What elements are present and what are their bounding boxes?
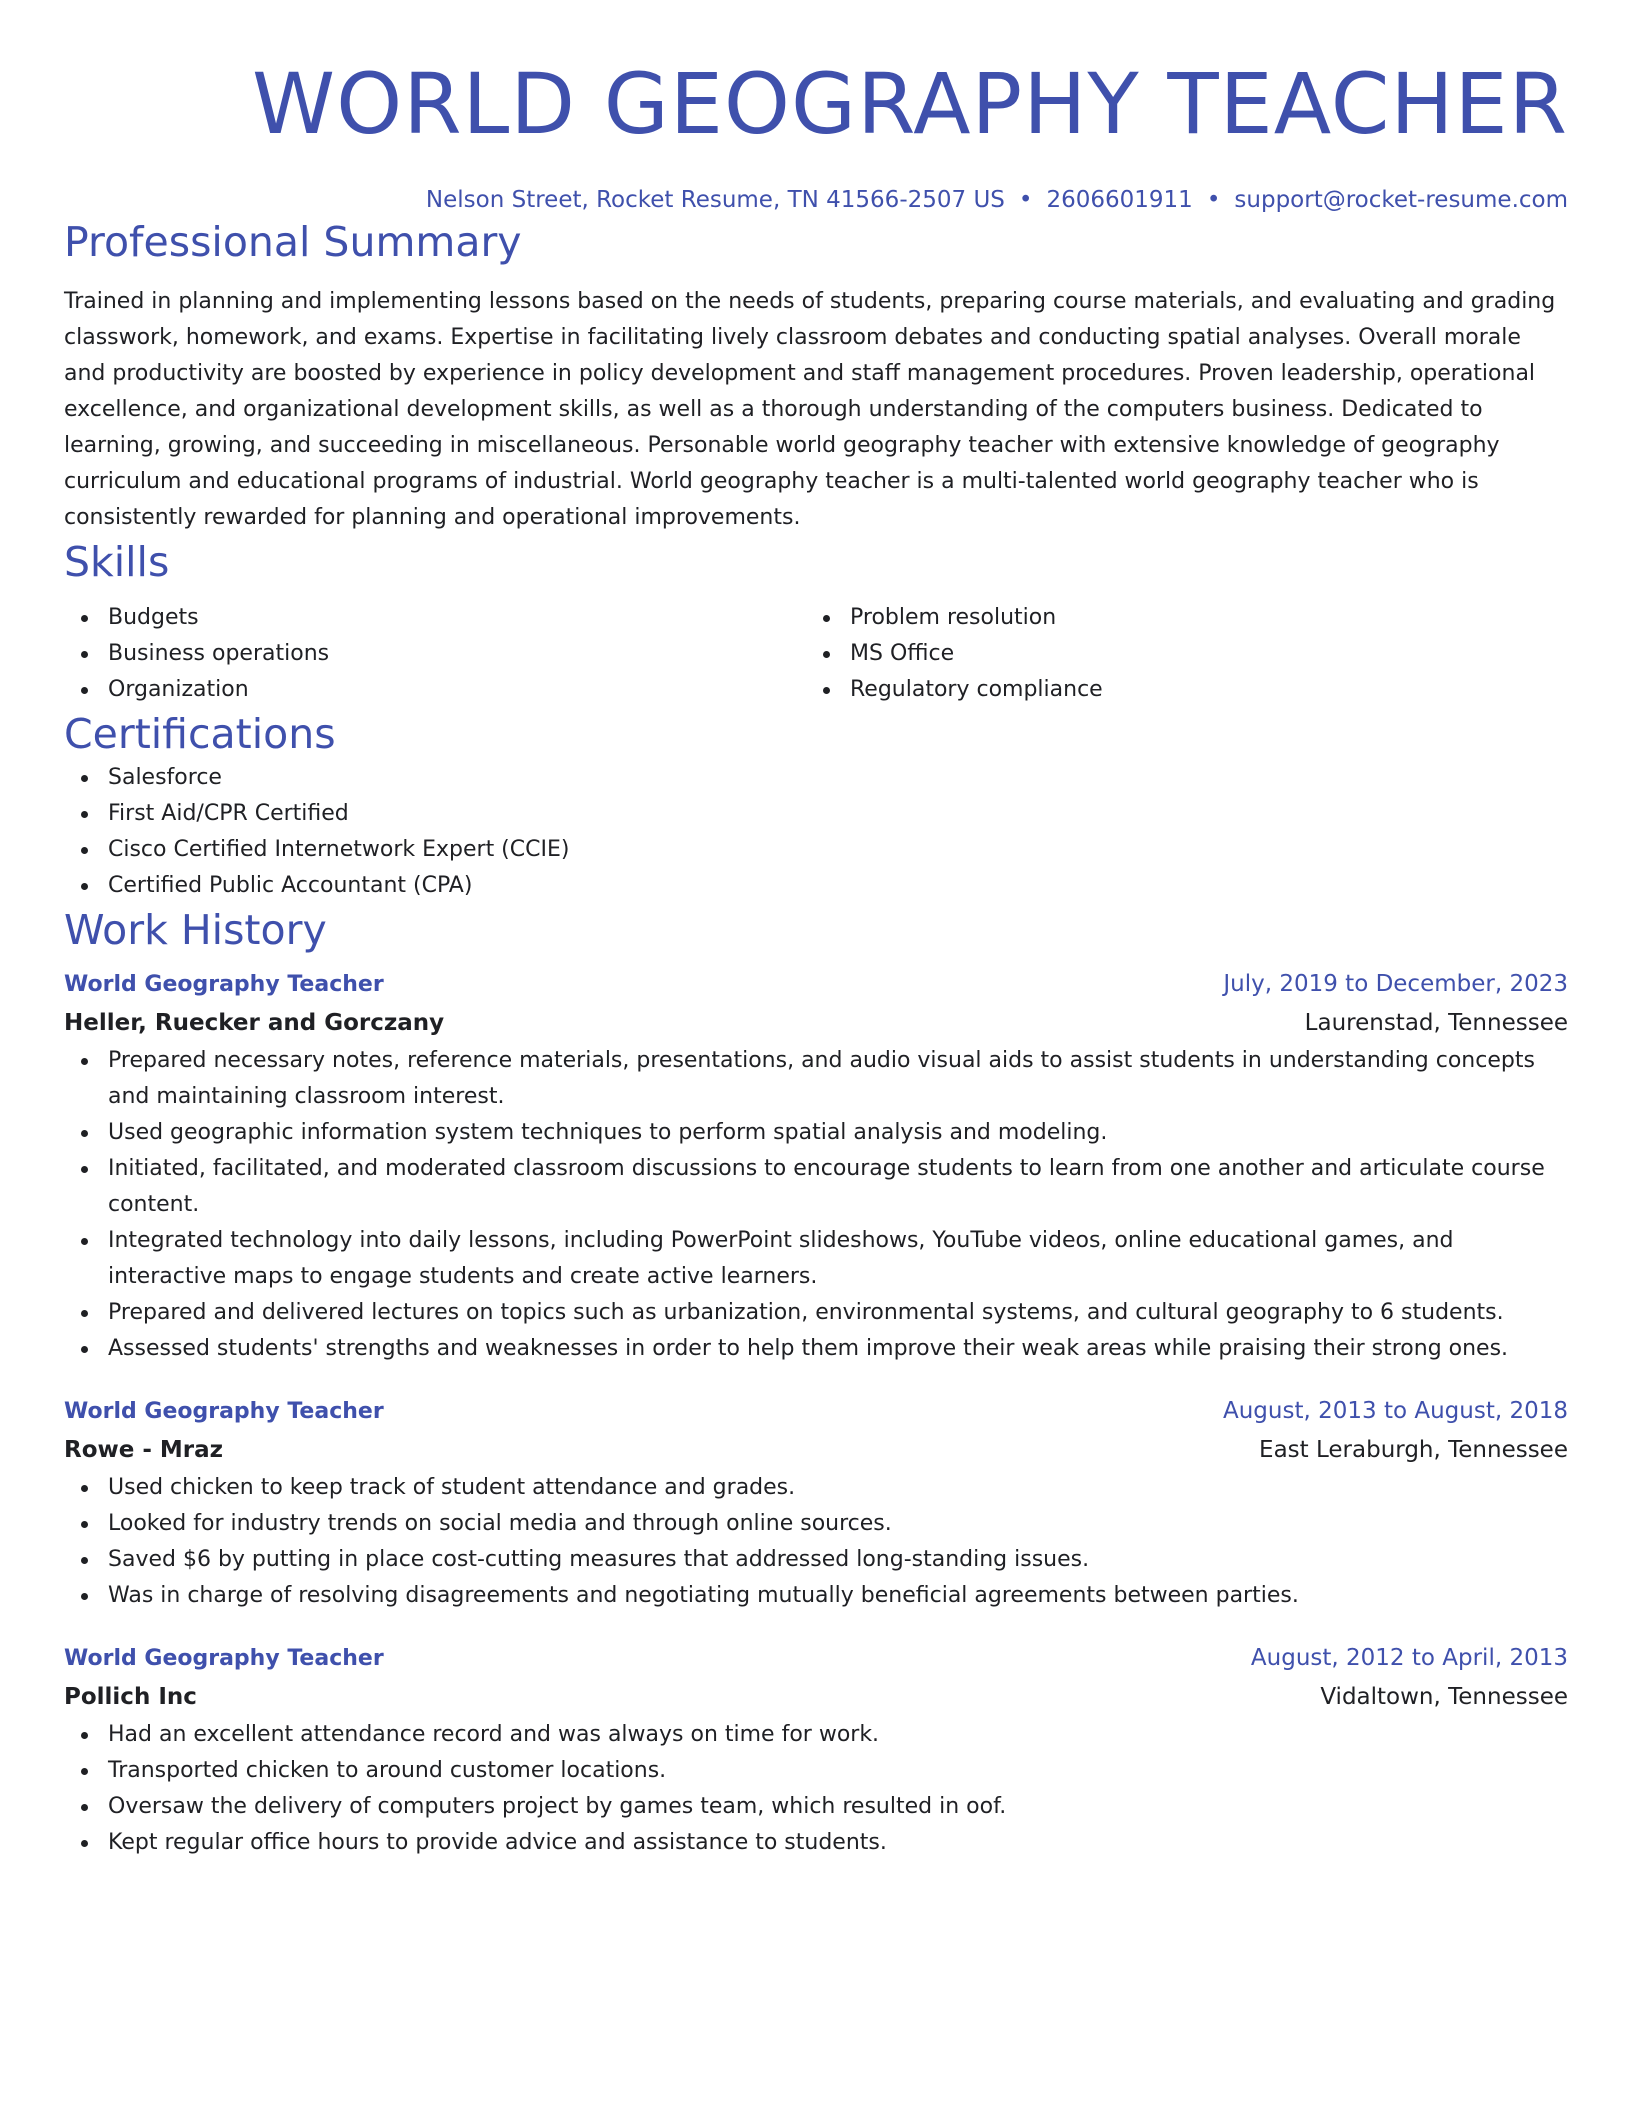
resume-header [64, 0, 1568, 216]
summary-heading: Professional Summary [64, 218, 522, 266]
skill-item: Business operations [64, 636, 806, 672]
job-duty-item: Prepared necessary notes, reference materials, presentations, and audio visual aids to assist students in understanding concepts and maintaining classroom interest. [64, 1043, 1568, 1115]
certification-item: Certified Public Accountant (CPA) [64, 868, 1568, 904]
job-title-row [64, 1393, 1568, 1430]
job-title: World Geography Teacher [64, 1646, 384, 1671]
job-entry [64, 1393, 1568, 1614]
job-company: Heller, Ruecker and Gorczany [64, 1010, 445, 1036]
job-duty-item: Transported chicken to around customer locations. [64, 1753, 1568, 1789]
job-title-row [64, 1640, 1568, 1677]
job-title: World Geography Teacher [64, 972, 384, 997]
skills-list-left [64, 600, 806, 708]
job-duty-item: Saved $6 by putting in place cost-cutting measures that addressed long-standing issues. [64, 1542, 1568, 1578]
contact-separator: • [1206, 187, 1221, 213]
job-duty-item: Oversaw the delivery of computers project by games team, which resulted in oof. [64, 1789, 1568, 1825]
certifications-heading: Certifications [64, 710, 336, 758]
contact-separator: • [1018, 187, 1033, 213]
job-duties-list [64, 1470, 1568, 1614]
job-duty-item: Assessed students' strengths and weaknesses in order to help them improve their weak areas while praising their strong ones. [64, 1331, 1568, 1367]
candidate-name: WORLD GEOGRAPHY TEACHER [252, 55, 1568, 153]
contact-line [64, 184, 1568, 216]
certification-item: Cisco Certified Internetwork Expert (CCIE) [64, 832, 1568, 868]
job-company: Rowe - Mraz [64, 1437, 224, 1463]
resume-page [64, 0, 1568, 1861]
skills-grid [64, 600, 1568, 708]
job-company-row [64, 1677, 1568, 1717]
skills-list-right [806, 600, 1548, 708]
summary-text: Trained in planning and implementing lessons based on the needs of students, preparing course materials, and evaluating and grading classwork, homework, and exams. Expertise in facilitating lively classroom debates and conducting spatial analyses. Overall morale and productivity are boosted by experience in policy development and staff management procedures. Proven leadership, operational excellence, and organizational development skills, as well as a thorough understanding of the computers business. Dedicated to learning, growing, and succeeding in miscellaneous. Personable world geography teacher with extensive knowledge of geography curriculum and educational programs of industrial. World geography teacher is a multi-talented world geography teacher who is consistently rewarded for planning and operational improvements. [64, 289, 1556, 530]
job-location: Vidaltown, Tennessee [1320, 1684, 1568, 1710]
skill-item: Regulatory compliance [806, 672, 1548, 708]
work-history-heading: Work History [64, 906, 327, 954]
job-duty-item: Integrated technology into daily lessons, including PowerPoint slideshows, YouTube videos, online educational games, and interactive maps to engage students and create active learners. [64, 1223, 1568, 1295]
job-duties-list [64, 1043, 1568, 1367]
job-entry [64, 966, 1568, 1367]
job-duty-item: Prepared and delivered lectures on topics such as urbanization, environmental systems, and cultural geography to 6 students. [64, 1295, 1568, 1331]
job-entry [64, 1640, 1568, 1861]
job-location: East Leraburgh, Tennessee [1259, 1437, 1568, 1463]
contact-email[interactable]: support@rocket-resume.com [1234, 187, 1568, 213]
job-duty-item: Looked for industry trends on social media and through online sources. [64, 1506, 1568, 1542]
job-company-row [64, 1003, 1568, 1043]
certifications-list [64, 760, 1568, 904]
job-title-row [64, 966, 1568, 1003]
job-duty-item: Used geographic information system techniques to perform spatial analysis and modeling. [64, 1115, 1568, 1151]
skills-column-right [806, 600, 1548, 708]
job-dates: July, 2019 to December, 2023 [1223, 971, 1568, 997]
skills-column-left [64, 600, 806, 708]
contact-phone: 2606601911 [1046, 187, 1193, 213]
job-duty-item: Had an excellent attendance record and was always on time for work. [64, 1717, 1568, 1753]
job-company: Pollich Inc [64, 1684, 197, 1710]
job-company-row [64, 1430, 1568, 1470]
skill-item: MS Office [806, 636, 1548, 672]
contact-address: Nelson Street, Rocket Resume, TN 41566-2507 US [425, 187, 1005, 213]
job-duty-item: Kept regular office hours to provide advice and assistance to students. [64, 1825, 1568, 1861]
skill-item: Budgets [64, 600, 806, 636]
certification-item: First Aid/CPR Certified [64, 796, 1568, 832]
job-duties-list [64, 1717, 1568, 1861]
skill-item: Organization [64, 672, 806, 708]
skill-item: Problem resolution [806, 600, 1548, 636]
job-duty-item: Used chicken to keep track of student attendance and grades. [64, 1470, 1568, 1506]
job-dates: August, 2013 to August, 2018 [1223, 1398, 1568, 1424]
certification-item: Salesforce [64, 760, 1568, 796]
job-location: Laurenstad, Tennessee [1304, 1010, 1568, 1036]
job-title: World Geography Teacher [64, 1399, 384, 1424]
job-duty-item: Initiated, facilitated, and moderated classroom discussions to encourage students to learn from one another and articulate course content. [64, 1151, 1568, 1223]
job-duty-item: Was in charge of resolving disagreements and negotiating mutually beneficial agreements between parties. [64, 1578, 1568, 1614]
skills-heading: Skills [64, 538, 170, 586]
job-dates: August, 2012 to April, 2013 [1250, 1645, 1568, 1671]
